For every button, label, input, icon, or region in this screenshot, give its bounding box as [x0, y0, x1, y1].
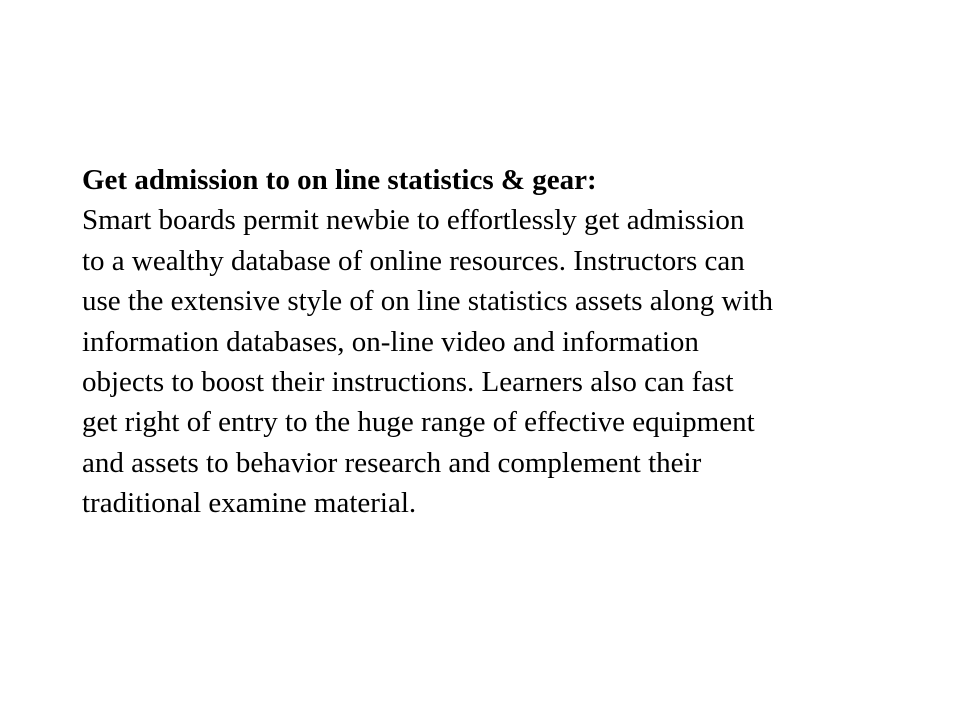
body-line: objects to boost their instructions. Learners also can fast	[82, 366, 734, 399]
slide-heading: Get admission to on line statistics & gear:	[82, 164, 597, 196]
body-line: to a wealthy database of online resources. Instructors can	[82, 244, 745, 277]
body-line: use the extensive style of on line statistics assets along with	[82, 285, 774, 318]
body-line: and assets to behavior research and complement their	[82, 446, 702, 479]
body-line: information databases, on-line video and information	[82, 325, 699, 358]
body-line: Smart boards permit newbie to effortlessly get admission	[82, 204, 745, 237]
body-line: traditional examine material.	[82, 487, 417, 520]
body-line: get right of entry to the huge range of effective equipment	[82, 406, 755, 439]
slide-text-block	[82, 160, 912, 524]
